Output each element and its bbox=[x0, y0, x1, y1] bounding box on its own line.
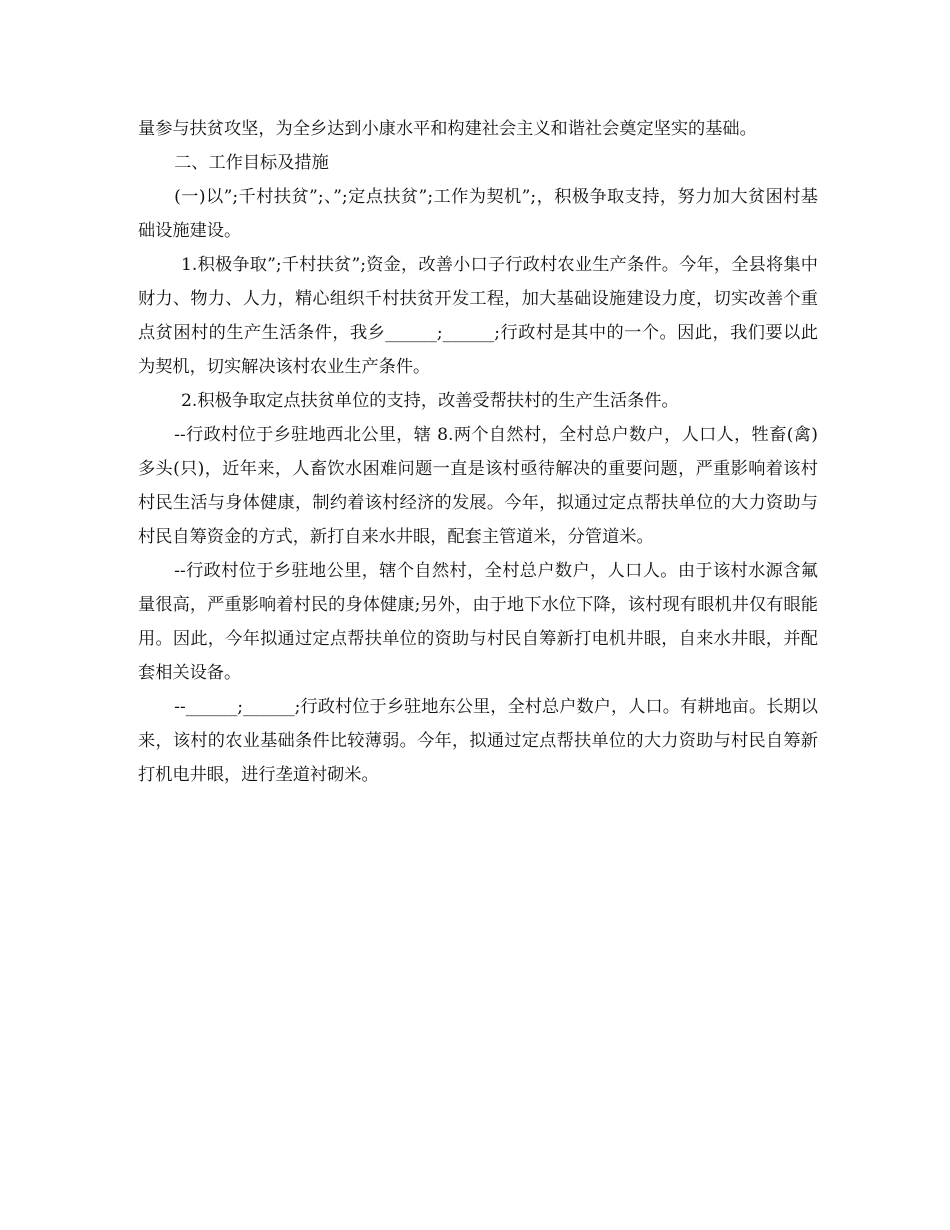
paragraph-village-2: --行政村位于乡驻地公里，辖个自然村，全村总户数户，人口人。由于该村水源含氟量很高，严重影响着村民的身体健康;另外，由于地下水位下降，该村现有眼机井仅有眼能用。因此，今年拟通过定点帮扶单位的资助与村民自筹新打电机井眼，自来水井眼，并配套相关设备。 bbox=[138, 561, 818, 683]
document-body bbox=[138, 112, 818, 792]
paragraph-village-1: --行政村位于乡驻地西北公里，辖 8.两个自然村，全村总户数户，人口人，牲畜(禽)多头(只)，近年来，人畜饮水困难问题一直是该村亟待解决的重要问题，严重影响着该村村民生活与身体健康，制约着该村经济的发展。今年，拟通过定点帮扶单位的大力资助与村民自筹资金的方式，新打自来水井眼，配套主管道米，分管道米。 bbox=[138, 425, 818, 547]
paragraph-intro-continuation: 量参与扶贫攻坚，为全乡达到小康水平和构建社会主义和谐社会奠定坚实的基础。 bbox=[138, 119, 757, 139]
section-heading-goals-measures: 二、工作目标及措施 bbox=[174, 153, 329, 173]
subsection-heading-1: (一)以”;千村扶贫”;、”;定点扶贫”;工作为契机”;，积极争取支持，努力加大贫困村基础设施建设。 bbox=[138, 187, 818, 241]
paragraph-item-1: 1.积极争取”;千村扶贫”;资金，改善小口子行政村农业生产条件。今年，全县将集中财力、物力、人力，精心组织千村扶贫开发工程，加大基础设施建设力度，切实改善个重点贫困村的生产生活条件，我乡______;______;行政村是其中的一个。因此，我们要以此为契机，切实解决该村农业生产条件。 bbox=[138, 255, 818, 377]
paragraph-item-2: 2.积极争取定点扶贫单位的支持，改善受帮扶村的生产生活条件。 bbox=[181, 391, 679, 411]
paragraph-village-3: --______;______;行政村位于乡驻地东公里，全村总户数户，人口。有耕地亩。长期以来，该村的农业基础条件比较薄弱。今年，拟通过定点帮扶单位的大力资助与村民自筹新打机电井眼，进行垄道衬砌米。 bbox=[138, 697, 818, 785]
